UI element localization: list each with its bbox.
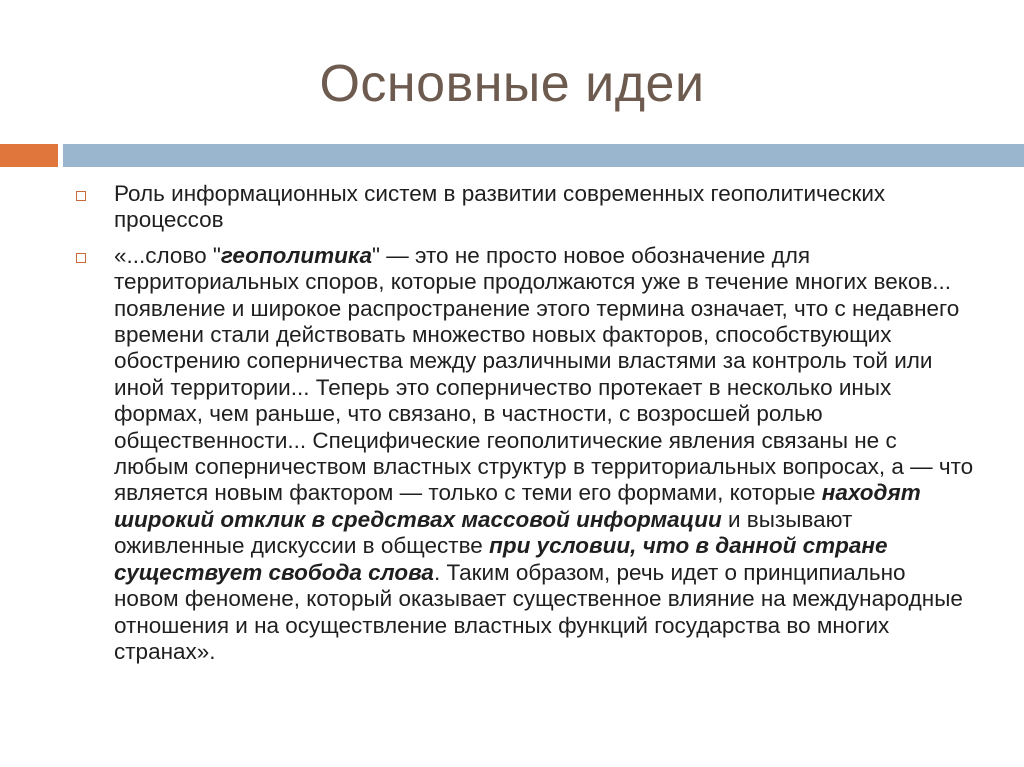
quote-emphasis-free-speech: при условии, что в данной стране существует свобода слова (114, 533, 888, 585)
quote-segment-0: «...слово " (114, 242, 221, 268)
header-divider-bar (63, 144, 1024, 167)
square-bullet-icon (76, 191, 86, 201)
bullet-text-1 (114, 181, 976, 234)
quote-segment-4: и вызывают оживленные дискуссии в обществе (114, 506, 853, 559)
bullet-list (76, 181, 976, 674)
quote-text (114, 243, 976, 666)
accent-bar (0, 144, 58, 167)
quote-emphasis-media: находят широкий отклик в средствах массовой информации (114, 480, 921, 532)
slide-title: Основные идеи (319, 55, 705, 113)
bullet-1-segment-0: Роль информационных систем в развитии современных геополитических процессов (114, 181, 886, 233)
bullet-item-2 (76, 243, 976, 666)
quote-segment-2: " — это не просто новое обозначение для территориальных споров, которые продолжаются уже в течение многих веков... появление и широкое распространение этого термина означает, что с недавнего времени стали действовать множество новых факторов, способствующих обострению соперничества между различными властями за контроль той или иной территории... Теперь это соперничество протекает в несколько иных формах, чем раньше, что связано, в частности, с возросшей ролью общественности... Специфические геополитические явления связаны не с любым соперничеством властных структур в территориальных вопросах, а — что является новым фактором — только с теми его формами, которые (114, 242, 974, 506)
quote-term-geopolitics: геополитика (220, 242, 373, 268)
quote-segment-6: . Таким образом, речь идет о принципиально новом феномене, который оказывает существенное влияние на международные отношения и на осуществление властных функций государства во многих странах». (114, 559, 963, 664)
square-bullet-icon (76, 253, 86, 263)
bullet-item-1 (76, 181, 976, 234)
